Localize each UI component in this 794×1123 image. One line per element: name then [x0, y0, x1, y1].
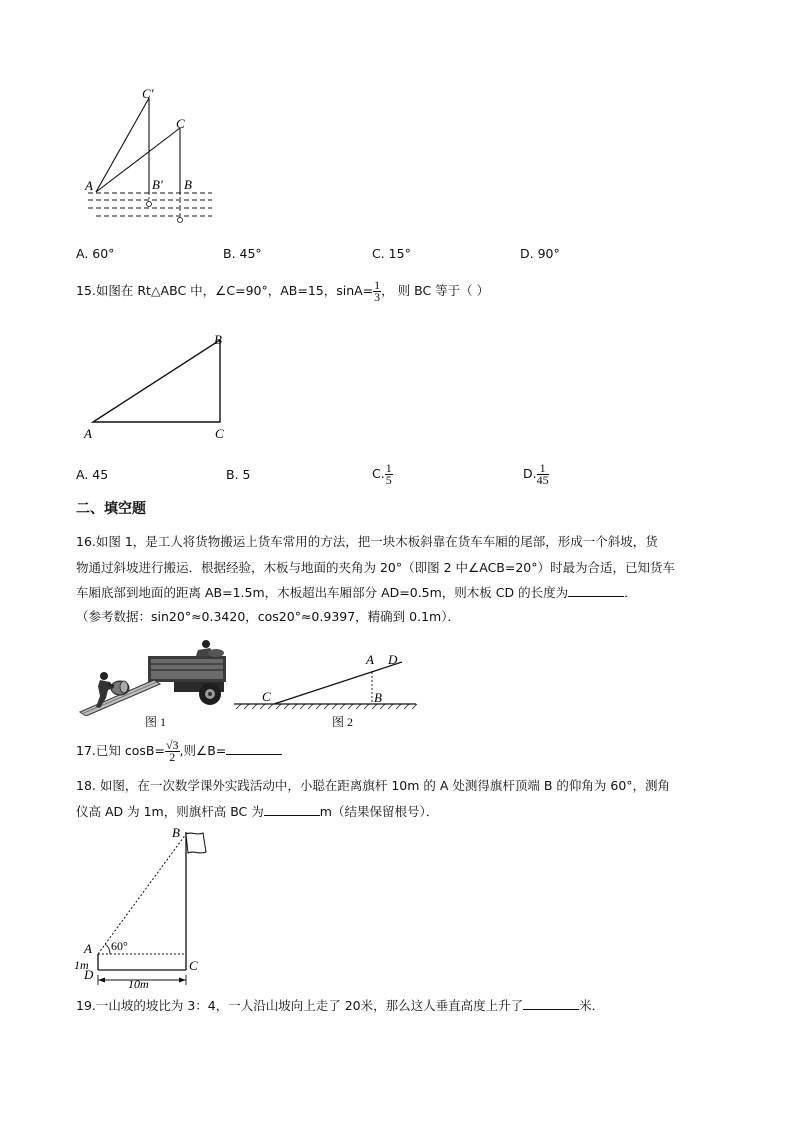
- q15-stem: [76, 280, 489, 303]
- q16-fig2-label-a: A: [366, 652, 374, 667]
- q15-option-d: D. $\frac{1}{45}$: [523, 461, 549, 487]
- q15-option-c-fraction: $\frac{1}{5}$: [385, 461, 392, 487]
- q15-stem-prefix: 15.如图在 Rt△ABC 中，∠C=90°，AB=15，sinA=: [76, 283, 374, 298]
- q18-line2: 仪高 AD 为 1m，则旗杆高 BC 为 m（结果保留根号）．: [76, 804, 439, 819]
- q14-option-a: A. 60°: [76, 246, 115, 261]
- q17-stem: 17.已知 cosB= $\frac{√3}{2}$ ,则∠B=: [76, 736, 282, 766]
- q14-option-d: D. 90°: [520, 246, 560, 261]
- q15-label-a: A: [84, 426, 92, 441]
- q17-answer-blank[interactable]: [226, 742, 282, 755]
- q15-option-b: B. 5: [226, 467, 251, 482]
- q18-answer-blank[interactable]: [264, 803, 320, 816]
- q15-label-c: C: [215, 426, 224, 441]
- q16-fig2-label-c: C: [262, 689, 271, 704]
- q18-label-a: A: [84, 941, 92, 956]
- q16-fig2-label-b: B: [374, 690, 382, 705]
- q15-stem-suffix: ， 则 BC 等于（ ）: [381, 283, 490, 298]
- q17-cos-fraction: $\frac{√3}{2}$: [165, 738, 179, 764]
- q14-figure: [82, 86, 222, 231]
- q14-label-c: C: [176, 116, 185, 131]
- q14-label-c-prime: C′: [142, 86, 154, 101]
- q16-line1: 16.如图 1，是工人将货物搬运上货车常用的方法，把一块木板斜靠在货车车厢的尾部，形成一个斜坡，货: [76, 534, 658, 549]
- q18-label-b: B: [172, 825, 180, 840]
- q18-label-d: D: [84, 967, 94, 982]
- q14-option-b: B. 45°: [223, 246, 262, 261]
- q16-truck-illustration: [78, 638, 230, 716]
- q15-option-c: C. $\frac{1}{5}$: [372, 461, 392, 487]
- q15-triangle-figure: [80, 328, 240, 446]
- section-title-fill-in: 二、填空题: [76, 501, 146, 517]
- q14-label-a: A: [85, 178, 93, 193]
- q16-line3: 车厢底部到地面的距离 AB=1.5m，木板超出车厢部分 AD=0.5m，则木板 CD 的长度为 ．: [76, 585, 637, 600]
- q16-figure2-caption: 图 2: [332, 715, 354, 729]
- q18-angle-label: 60°: [111, 939, 128, 953]
- q14-option-c: C. 15°: [372, 246, 411, 261]
- q15-label-b: B: [214, 332, 222, 347]
- q19-answer-blank[interactable]: [523, 997, 579, 1010]
- q18-label-c: C: [189, 958, 198, 973]
- q15-option-d-fraction: $\frac{1}{45}$: [536, 461, 549, 487]
- q16-line2: 物通过斜坡进行搬运．根据经验，木板与地面的夹角为 20°（即图 2 中∠ACB=20°）时最为合适，已知货车: [76, 560, 676, 575]
- q16-line4: （参考数据：sin20°≈0.3420，cos20°≈0.9397，精确到 0.1m）．: [76, 609, 460, 624]
- q14-label-b-prime: B′: [152, 177, 163, 192]
- q15-option-a: A. 45: [76, 467, 109, 482]
- q19-stem: 19.一山坡的坡比为 3：4，一人沿山坡向上走了 20米，那么这人垂直高度上升了 米．: [76, 998, 605, 1013]
- q16-figure2-diagram: [230, 650, 420, 716]
- q18-height-label: 1m: [74, 958, 89, 972]
- q16-answer-blank[interactable]: [568, 584, 624, 597]
- q15-sin-fraction: $\frac{1}{3}$: [374, 278, 381, 304]
- q14-label-b: B: [184, 177, 192, 192]
- q18-distance-label: 10m: [128, 977, 149, 991]
- q16-fig2-label-d: D: [388, 652, 398, 667]
- q18-line1: 18. 如图，在一次数学课外实践活动中，小聪在距离旗杆 10m 的 A 处测得旗杆顶端 B 的仰角为 60°，测角: [76, 778, 671, 793]
- q16-figure1-caption: 图 1: [145, 715, 167, 729]
- q18-flagpole-figure: [70, 822, 220, 992]
